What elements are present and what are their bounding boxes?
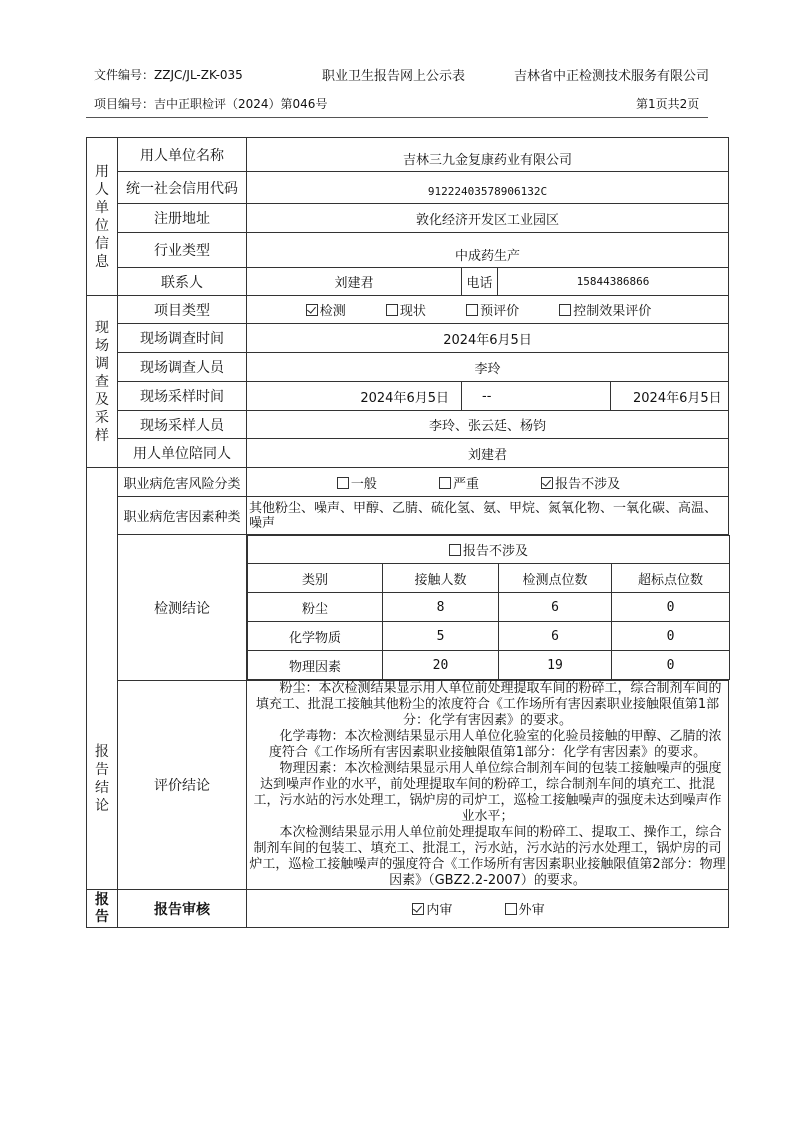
credit-code: 91222403578906132C <box>247 172 729 204</box>
employer-name-label: 用人单位名称 <box>118 138 247 172</box>
section-employer: 用 人 单 位 信 息 <box>87 138 118 296</box>
checkbox-checked-icon <box>541 477 553 489</box>
sampling-start: 2024年6月5日 <box>247 382 462 411</box>
sampling-separator: -- <box>462 382 611 411</box>
checkbox-icon <box>466 304 478 316</box>
table-row: 粉尘 8 6 0 <box>248 593 730 622</box>
eval-chemical: 化学毒物：本次检测结果显示用人单位化验室的化验员接触的甲醇、乙腈的浓度符合《工作场所有害因素职业接触限值第1部分：化学有害因素》的要求。 <box>268 729 722 760</box>
checkbox-icon <box>449 544 461 556</box>
risk-class-label: 职业病危害风险分类 <box>118 468 247 497</box>
checkbox-icon <box>439 477 451 489</box>
hazard-factors: 其他粉尘、噪声、甲醇、乙腈、硫化氢、氨、甲烷、氮氧化物、一氧化碳、高温、噪声 <box>247 497 729 535</box>
eval-dust: 粉尘：本次检测结果显示用人单位前处理提取车间的粉碎工，综合制剂车间的填充工、批混工接触其他粉尘的浓度符合《工作场所有害因素职业接触限值第1部分：化学有害因素》的要求。 <box>255 681 722 728</box>
risk-option-not-involved[interactable]: 报告不涉及 <box>541 473 620 492</box>
hazard-factors-label: 职业病危害因素种类 <box>118 497 247 535</box>
risk-option-severe[interactable]: 严重 <box>439 473 479 492</box>
escort-label: 用人单位陪同人 <box>118 439 247 468</box>
report-review-label: 报告审核 <box>118 890 247 928</box>
section-survey: 现 场 调 查 及 采 样 <box>87 296 118 468</box>
disclosure-table <box>86 137 729 928</box>
checkbox-checked-icon <box>412 903 424 915</box>
section-review: 报 告 <box>87 890 118 928</box>
survey-staff-label: 现场调查人员 <box>118 353 247 382</box>
phone-label: 电话 <box>462 268 498 296</box>
risk-class-options <box>247 468 729 497</box>
eval-summary: 本次检测结果显示用人单位前处理提取车间的粉碎工、提取工、操作工，综合制剂车间的包装工、填充工、批混工，污水站，污水站的污水处理工，锅炉房的司炉工，巡检工接触噪声的强度符合《工作场所有害因素职业接触限值第2部分：物理因素》（GBZ2.2-2007）的要求。 <box>249 825 726 888</box>
risk-option-general[interactable]: 一般 <box>337 473 377 492</box>
detection-table <box>247 535 730 680</box>
evaluation-conclusion <box>247 681 729 890</box>
evaluation-conclusion-label: 评价结论 <box>118 681 247 890</box>
type-option-pre-eval[interactable]: 预评价 <box>466 300 519 319</box>
project-type-label: 项目类型 <box>118 296 247 324</box>
col-header-points: 检测点位数 <box>499 564 612 593</box>
checkbox-icon <box>386 304 398 316</box>
contact: 刘建君 <box>247 268 462 296</box>
table-row: 物理因素 20 19 0 <box>248 651 730 680</box>
section-conclusion: 报 告 结 论 <box>87 468 118 890</box>
review-options <box>247 890 729 928</box>
detection-conclusion-label: 检测结论 <box>118 535 247 681</box>
industry: 中成药生产 <box>247 233 729 268</box>
type-option-detection[interactable]: 检测 <box>306 300 346 319</box>
sampling-time-label: 现场采样时间 <box>118 382 247 411</box>
survey-staff: 李玲 <box>247 353 729 382</box>
survey-time-label: 现场调查时间 <box>118 324 247 353</box>
industry-label: 行业类型 <box>118 233 247 268</box>
detection-results <box>247 535 729 681</box>
survey-time: 2024年6月5日 <box>247 324 729 353</box>
project-number: 项目编号：吉中正职检评（2024）第046号 <box>94 97 328 111</box>
address-label: 注册地址 <box>118 204 247 233</box>
not-involved-option[interactable]: 报告不涉及 <box>248 536 730 564</box>
sampler-label: 现场采样人员 <box>118 411 247 439</box>
address: 敦化经济开发区工业园区 <box>247 204 729 233</box>
sampling-end: 2024年6月5日 <box>611 382 729 411</box>
col-header-exposed: 接触人数 <box>383 564 499 593</box>
table-row: 化学物质 5 6 0 <box>248 622 730 651</box>
file-number: 文件编号：ZZJC/JL-ZK-035 <box>94 68 243 82</box>
checkbox-icon <box>559 304 571 316</box>
col-header-exceed: 超标点位数 <box>612 564 730 593</box>
page-indicator: 第1页共2页 <box>636 97 700 111</box>
checkbox-icon <box>505 903 517 915</box>
col-header-category: 类别 <box>248 564 383 593</box>
checkbox-checked-icon <box>306 304 318 316</box>
checkbox-icon <box>337 477 349 489</box>
type-option-control-eval[interactable]: 控制效果评价 <box>559 300 651 319</box>
header-divider <box>86 117 708 118</box>
contact-label: 联系人 <box>118 268 247 296</box>
samplers: 李玲、张云廷、杨钧 <box>247 411 729 439</box>
project-type-options <box>247 296 729 324</box>
employer-name: 吉林三九金复康药业有限公司 <box>247 138 729 172</box>
company-name: 吉林省中正检测技术服务有限公司 <box>514 69 710 84</box>
phone: 15844386866 <box>498 268 729 296</box>
document-title: 职业卫生报告网上公示表 <box>322 69 466 84</box>
type-option-status[interactable]: 现状 <box>386 300 426 319</box>
credit-code-label: 统一社会信用代码 <box>118 172 247 204</box>
review-option-internal[interactable]: 内审 <box>412 899 452 918</box>
eval-physical: 物理因素：本次检测结果显示用人单位综合制剂车间的包装工接触噪声的强度达到噪声作业的水平，前处理提取车间的粉碎工，综合制剂车间的填充工、批混工，污水站的污水处理工，锅炉房的司炉工，巡检工接触噪声的强度未达到噪声作业水平； <box>253 761 722 824</box>
escort: 刘建君 <box>247 439 729 468</box>
review-option-external[interactable]: 外审 <box>505 899 545 918</box>
